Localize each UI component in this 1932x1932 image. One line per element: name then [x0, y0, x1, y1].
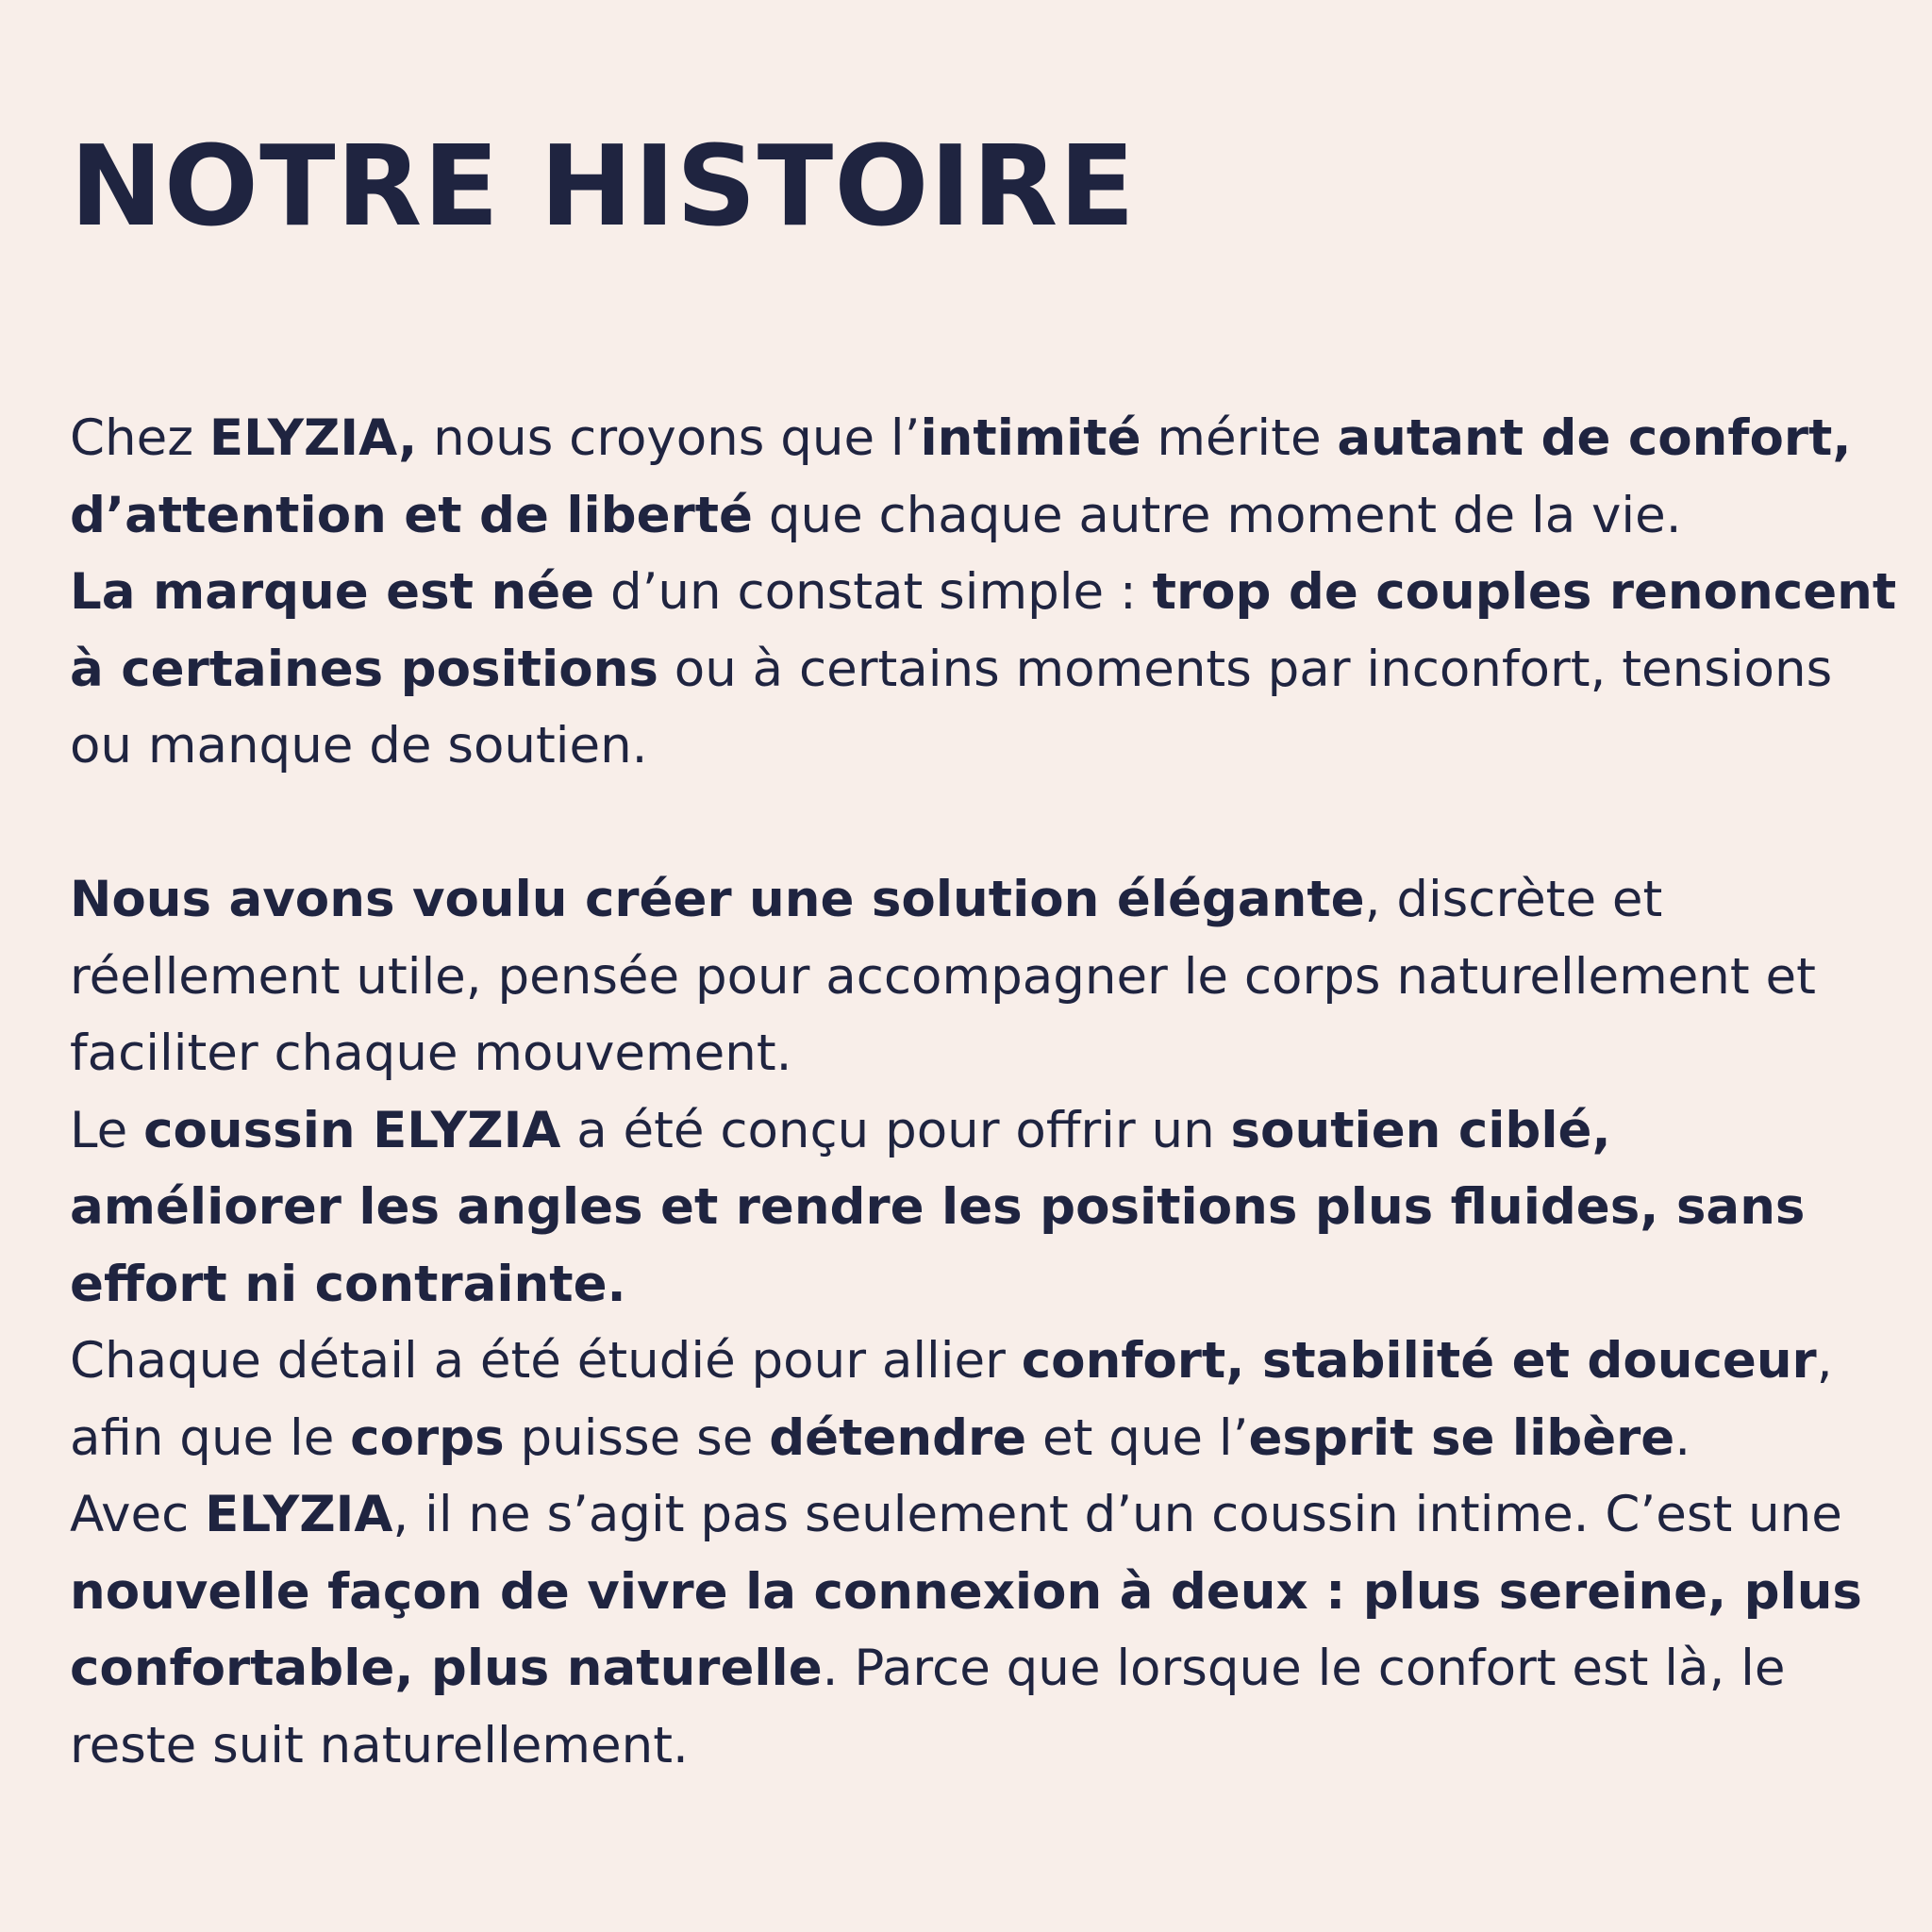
text-line — [70, 1246, 1862, 1324]
text-line — [70, 1169, 1862, 1246]
bold-text: effort ni contrainte. — [70, 1255, 626, 1313]
body-text: puisse se — [504, 1408, 770, 1467]
body-text: , — [1816, 1332, 1833, 1390]
text-line — [70, 861, 1862, 939]
text-line — [70, 631, 1862, 708]
bold-text: corps — [350, 1408, 505, 1467]
text-line — [70, 1630, 1862, 1707]
body-text: faciliter chaque mouvement. — [70, 1024, 792, 1082]
story-paragraph — [70, 861, 1862, 1784]
text-line — [70, 554, 1897, 631]
body-text: d’un constat simple : — [594, 563, 1153, 621]
text-line — [70, 1323, 1862, 1400]
bold-text: coussin ELYZIA — [143, 1101, 561, 1159]
body-text: , il ne s’agit pas seulement d’un coussin intime. C’est une — [392, 1486, 1842, 1543]
bold-text: confort, stabilité et douceur — [1021, 1332, 1817, 1390]
body-text: . — [1674, 1408, 1691, 1467]
bold-text: Nous avons voulu créer une solution élégante — [70, 871, 1365, 928]
body-text: et que l’ — [1026, 1408, 1249, 1467]
bold-text: détendre — [769, 1408, 1027, 1467]
bold-text: confortable, plus naturelle — [70, 1640, 823, 1697]
bold-text: à certaines positions — [70, 640, 658, 698]
bold-text: nouvelle façon de vivre la connexion à deux : plus sereine, plus — [70, 1562, 1862, 1621]
body-text: Chez — [70, 409, 209, 467]
bold-text: trop de couples renoncent — [1152, 563, 1897, 621]
text-line — [70, 1092, 1862, 1170]
bold-text: d’attention et de liberté — [70, 486, 753, 544]
bold-text: améliorer les angles et rendre les positions plus fluides, sans — [70, 1178, 1806, 1236]
text-line — [70, 1015, 1862, 1092]
body-text: reste suit naturellement. — [70, 1716, 689, 1774]
body-text: mérite — [1141, 409, 1338, 467]
body-text: réellement utile, pensée pour accompagner le corps naturellement et — [70, 947, 1816, 1006]
body-text: . Parce que lorsque le confort est là, le — [822, 1640, 1786, 1697]
bold-text: ELYZIA, — [208, 409, 418, 467]
body-text: afin que le — [70, 1408, 351, 1467]
story-paragraph — [70, 400, 1897, 785]
bold-text: ELYZIA — [205, 1486, 393, 1543]
story-text — [70, 400, 1897, 1784]
bold-text: esprit se libère — [1248, 1408, 1675, 1467]
text-line — [70, 1400, 1862, 1477]
body-text: , discrète et — [1364, 871, 1663, 928]
body-text: nous croyons que l’ — [417, 409, 921, 467]
page-title: NOTRE HISTOIRE — [70, 121, 1136, 251]
body-text: Le — [70, 1101, 144, 1159]
bold-text: intimité — [920, 409, 1141, 467]
text-line — [70, 708, 1862, 785]
body-text: Chaque détail a été étudié pour allier — [70, 1332, 1022, 1390]
body-text: Avec — [70, 1486, 206, 1543]
bold-text: La marque est née — [70, 563, 595, 621]
bold-text: autant de confort, — [1337, 409, 1852, 467]
body-text: ou manque de soutien. — [70, 717, 648, 774]
text-line — [70, 1554, 1862, 1631]
text-line — [70, 939, 1862, 1016]
body-text: ou à certains moments par inconfort, tensions — [658, 640, 1833, 698]
text-line — [70, 400, 1862, 477]
text-line — [70, 1476, 1862, 1554]
text-line — [70, 1707, 1862, 1785]
text-line — [70, 477, 1862, 555]
bold-text: soutien ciblé, — [1230, 1101, 1611, 1159]
body-text: a été conçu pour offrir un — [560, 1101, 1231, 1159]
body-text: que chaque autre moment de la vie. — [753, 486, 1682, 544]
